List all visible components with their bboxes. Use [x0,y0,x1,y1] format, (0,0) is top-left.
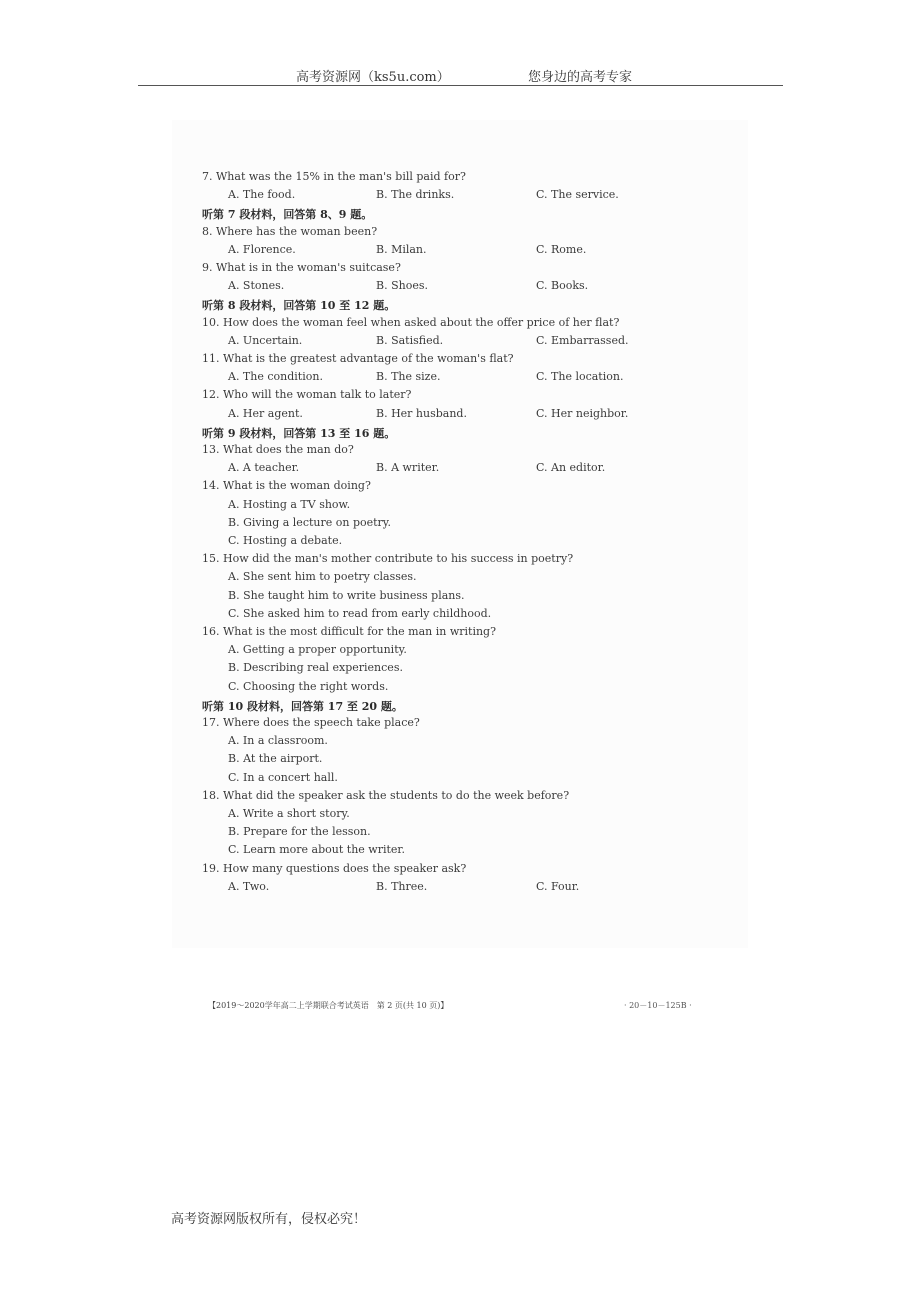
section-instruction: 听第 10 段材料，回答第 17 至 20 题。 [202,699,403,713]
question-text: 10. How does the woman feel when asked about the offer price of her flat? [202,315,620,329]
answer-option: B. Three. [376,879,428,893]
section-instruction: 听第 8 段材料，回答第 10 至 12 题。 [202,299,396,313]
answer-option: C. She asked him to read from early childhood. [228,606,492,620]
answer-option: A. Getting a proper opportunity. [228,643,407,657]
question-text: 9. What is in the woman's suitcase? [202,261,401,274]
section-instruction: 听第 9 段材料，回答第 13 至 16 题。 [202,426,396,440]
answer-option: A. The condition. [228,370,323,384]
section-instruction: 听第 7 段材料，回答第 8、9 题。 [202,208,373,222]
question-text: 19. How many questions does the speaker ask? [202,861,467,875]
site-header-right: 您身边的高考专家 [528,70,633,85]
answer-option: A. A teacher. [228,461,300,475]
page-footer-code: · 20－10－125B · [624,1001,692,1010]
answer-option: B. She taught him to write business plans. [228,588,465,602]
question-text: 18. What did the speaker ask the students to do the week before? [202,788,570,802]
answer-option: B. At the airport. [228,752,323,766]
answer-option: C. Rome. [536,242,587,256]
answer-option: B. Her husband. [376,406,467,420]
answer-option: C. Learn more about the writer. [228,843,405,857]
header-rule [138,85,783,86]
site-header-left: 高考资源网（ks5u.com） [296,70,450,85]
answer-option: C. The location. [536,370,624,384]
scanned-exam-page [172,120,748,1010]
answer-option: B. The size. [376,370,441,384]
answer-option: B. Milan. [376,242,427,256]
answer-option: C. Hosting a debate. [228,534,343,547]
answer-option: C. Her neighbor. [536,406,629,420]
question-text: 15. How did the man's mother contribute to his success in poetry? [202,552,574,566]
answer-option: B. A writer. [376,461,440,475]
answer-option: A. Florence. [228,242,296,256]
answer-option: A. In a classroom. [228,734,328,748]
answer-option: C. Four. [536,879,580,893]
answer-option: C. Embarrassed. [536,333,629,347]
answer-option: A. Uncertain. [228,333,303,347]
question-text: 12. Who will the woman talk to later? [202,388,412,402]
answer-option: C. Books. [536,279,589,293]
answer-option: C. In a concert hall. [228,770,338,784]
answer-option: C. The service. [536,188,619,202]
page-footer-note: 【2019～2020学年高二上学期联合考试英语 第 2 页(共 10 页)】 [208,1001,449,1010]
question-text: 17. Where does the speech take place? [202,716,420,729]
answer-option: A. Write a short story. [228,807,350,820]
question-text: 16. What is the most difficult for the man in writing? [202,625,496,638]
answer-option: B. Satisfied. [376,333,444,347]
answer-option: B. The drinks. [376,188,455,202]
answer-option: A. Her agent. [228,406,303,420]
answer-option: B. Shoes. [376,279,428,293]
question-text: 14. What is the woman doing? [202,479,371,493]
question-text: 7. What was the 15% in the man's bill paid for? [202,170,466,183]
question-text: 8. Where has the woman been? [202,224,378,238]
answer-option: B. Describing real experiences. [228,661,403,675]
answer-option: B. Prepare for the lesson. [228,825,371,839]
answer-option: A. Hosting a TV show. [228,497,351,511]
answer-option: B. Giving a lecture on poetry. [228,515,392,529]
answer-option: C. Choosing the right words. [228,679,389,693]
copyright-notice: 高考资源网版权所有，侵权必究！ [171,1212,367,1227]
answer-option: A. The food. [228,188,296,202]
answer-option: C. An editor. [536,461,606,475]
answer-option: A. She sent him to poetry classes. [228,570,417,584]
question-text: 11. What is the greatest advantage of the woman's flat? [202,352,514,365]
answer-option: A. Stones. [228,279,285,293]
question-text: 13. What does the man do? [202,443,354,456]
answer-option: A. Two. [228,879,270,893]
